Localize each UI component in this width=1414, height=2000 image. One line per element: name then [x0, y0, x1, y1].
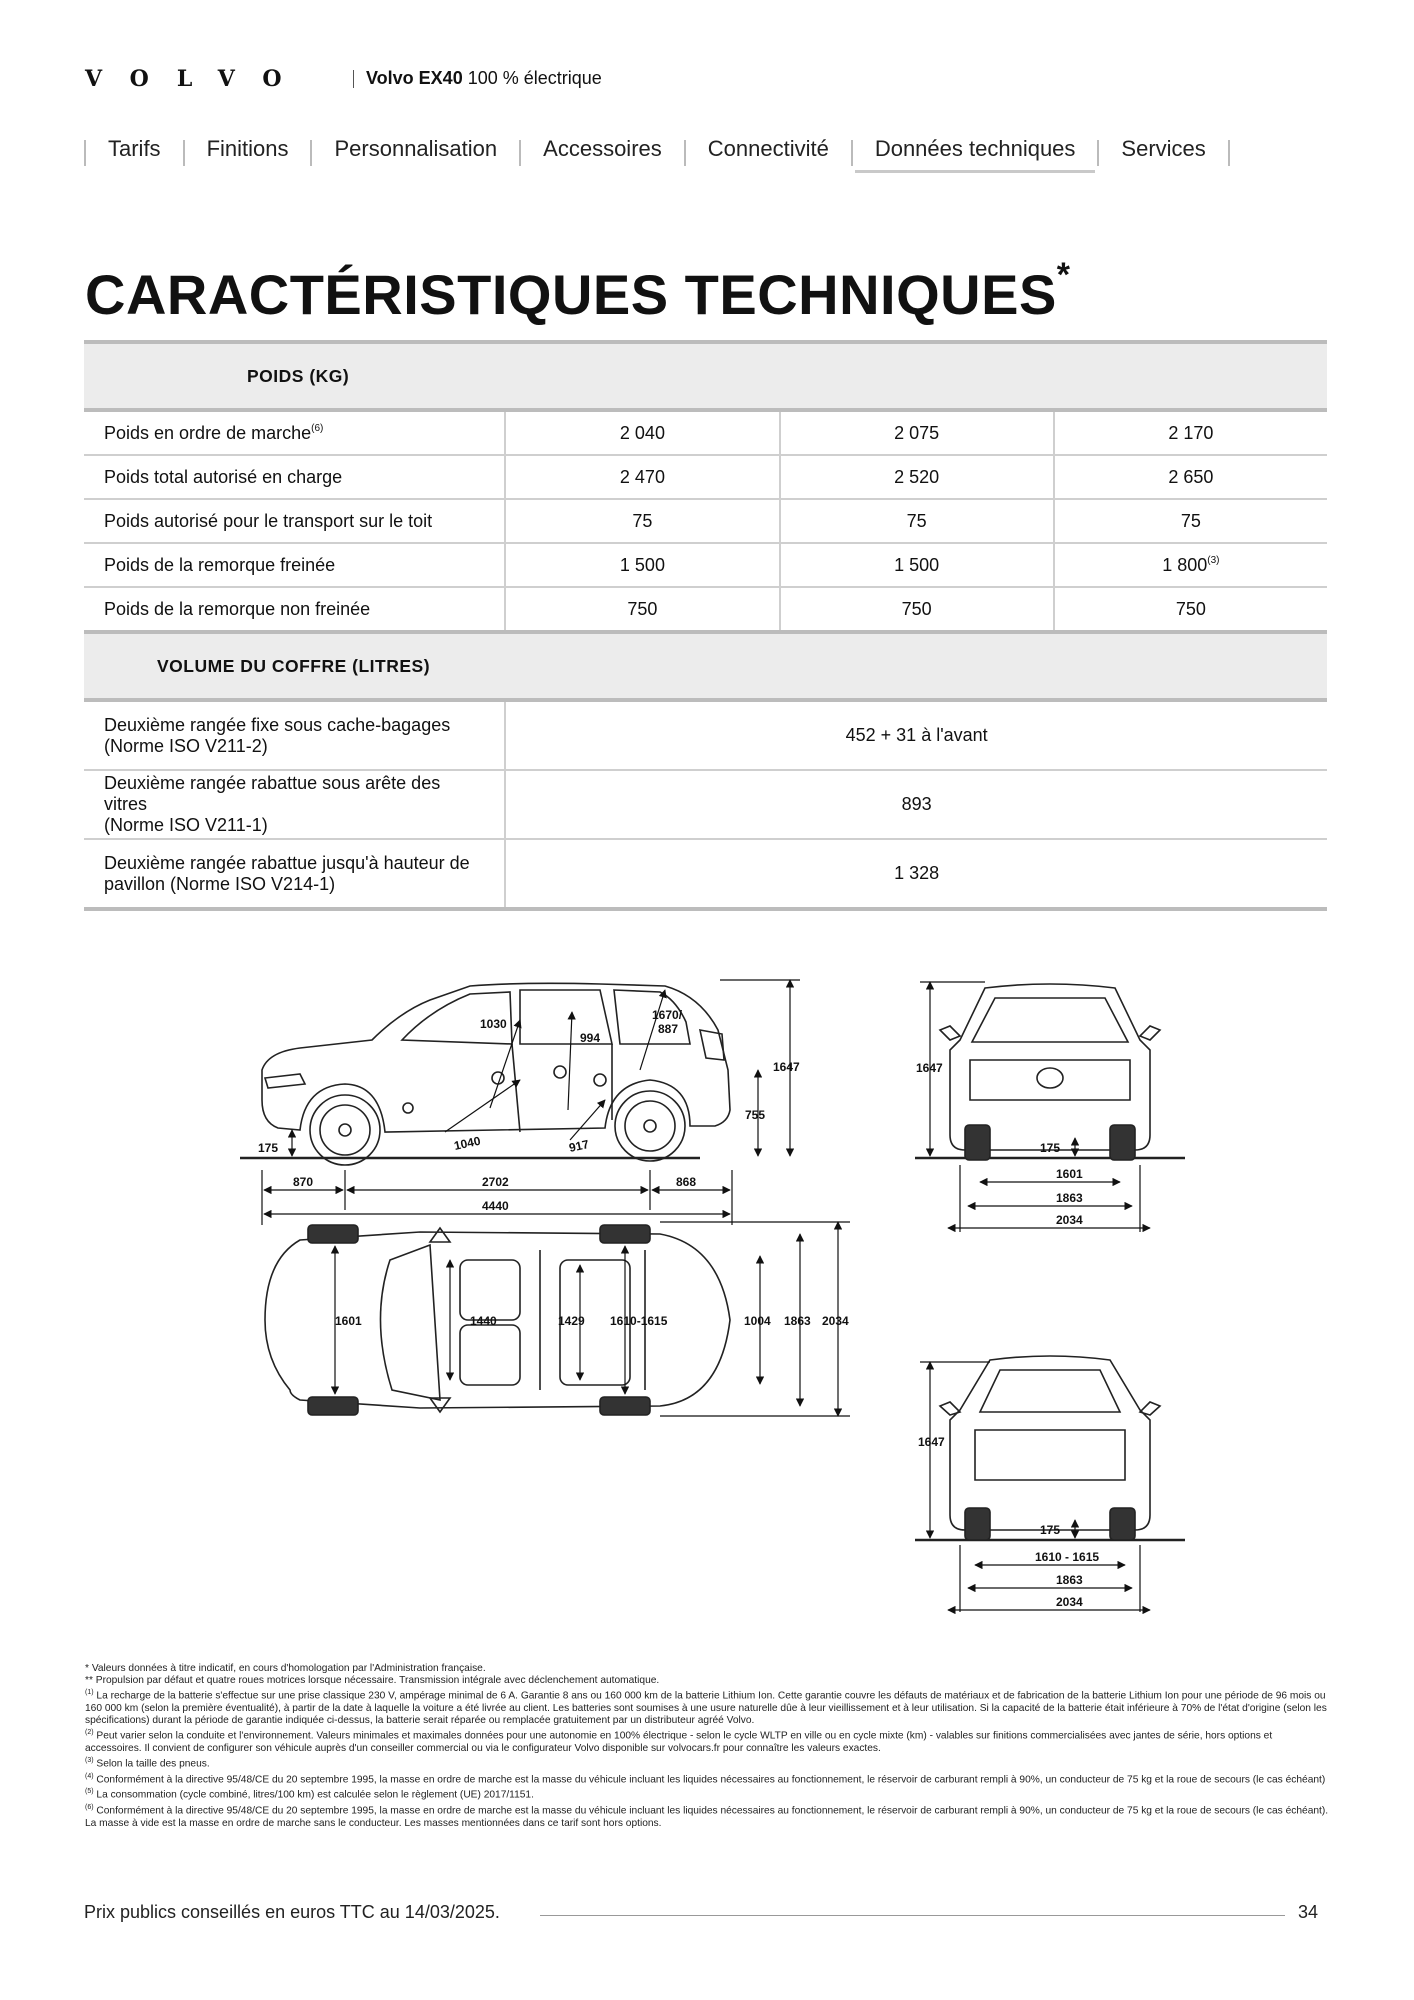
dim-label: 1429	[558, 1314, 585, 1328]
row-label: Deuxième rangée rabattue sous arête des vitres (Norme ISO V211-1)	[84, 770, 505, 839]
nav-divider	[1228, 140, 1230, 166]
dim-label: 1647	[773, 1060, 800, 1074]
row-label: Deuxième rangée rabattue jusqu'à hauteur de pavillon (Norme ISO V214-1)	[84, 839, 505, 909]
footnote: $^{(1)}$ La recharge de la batterie s'effectue sur une prise classique 230 V, ampérage minimal de 6 A. Garantie 8 ans ou 160 000 km de la batterie Lithium Ion. Cette garantie couvre les défauts de matériaux et de fabrication de la batterie Lithium Ion pour une période de 96 mois ou 160 000 km (selon la première éventualité), à partir de la date à laquelle la voiture a été livrée au client. Les batteries sont soumises à une usure naturelle dûe à leur vieillissement et à leur utilisation. Si la capacité de la batterie était inférieure à 70% de l'état d'origine (selon les spécifications) durant la période de garantie indiquée ci-dessus, la batterie serait réparée ou remplacée gratuitement par un distributeur agréé Volvo.	[85, 1689, 1327, 1727]
dim-label: 1601	[335, 1314, 362, 1328]
dim-label: 1863	[1056, 1573, 1083, 1587]
value-cell: 75	[505, 499, 779, 543]
value-cell: 1 500	[780, 543, 1054, 587]
footnote: ** Propulsion par défaut et quatre roues motrices lorsque nécessaire. Transmission intégrale avec déclenchement automatique.	[85, 1675, 660, 1687]
dim-label: 1610 - 1615	[1035, 1550, 1100, 1564]
value-cell: 750	[505, 587, 779, 632]
model-title	[366, 68, 602, 89]
dim-label: 2034	[1056, 1213, 1083, 1227]
dim-label: 175	[1040, 1523, 1061, 1537]
dim-label: 1601	[1056, 1167, 1083, 1181]
dim-label: 1647	[918, 1435, 945, 1449]
row-label: Poids autorisé pour le transport sur le toit	[84, 499, 505, 543]
header-divider	[353, 70, 354, 88]
dim-label: 1863	[1056, 1191, 1083, 1205]
dim-label: 755	[745, 1108, 766, 1122]
model-name: Volvo EX40	[366, 68, 463, 88]
dim-label: 4440	[482, 1199, 509, 1213]
value-cell: 75	[780, 499, 1054, 543]
dim-label: 1440	[470, 1314, 497, 1328]
footnote: $^{(3)}$ Selon la taille des pneus.	[85, 1757, 210, 1770]
table-row	[84, 839, 1327, 909]
table-row	[84, 410, 1327, 455]
value-cell: 2 650	[1054, 455, 1327, 499]
value-cell: 75	[1054, 499, 1327, 543]
tab-tarifs[interactable]: Tarifs	[108, 136, 161, 161]
footnote: $^{(6)}$ Conformément à la directive 95/48/CE du 20 septembre 1995, la masse en ordre de marche est la masse du véhicule incluant les liquides nécessaires au fonctionnement, le réservoir de carburant rempli à 90%, un conducteur de 75 kg et la roue de secours (le cas échéant). La masse à vide est la masse en ordre de marche sans le conducteur. Les masses mentionnées dans ce tarif sont hors options.	[85, 1803, 1329, 1829]
value-cell: 1 328	[505, 839, 1327, 909]
dim-label: 175	[1040, 1141, 1061, 1155]
footnote: $^{(5)}$ La consommation (cycle combiné, litres/100 km) est calculée selon le règlement (UE) 2017/1151.	[85, 1788, 534, 1801]
dim-label: 1670/	[652, 1008, 683, 1022]
dim-label: 1030	[480, 1017, 507, 1031]
footer-text: Prix publics conseillés en euros TTC au 14/03/2025.	[84, 1902, 500, 1922]
dim-label: 994	[580, 1031, 601, 1045]
table-row	[84, 543, 1327, 587]
dim-label: 1040	[452, 1133, 482, 1153]
dim-label: 2702	[482, 1175, 509, 1189]
dim-label: 1863	[784, 1314, 811, 1328]
footnote: * Valeurs données à titre indicatif, en cours d'homologation par l'Administration française.	[85, 1663, 486, 1674]
title-footnote-mark: *	[1056, 256, 1071, 294]
value-cell: 2 470	[505, 455, 779, 499]
row-label: Poids total autorisé en charge	[84, 455, 505, 499]
value-cell: 2 170	[1054, 410, 1327, 455]
dim-label: 2034	[1056, 1595, 1083, 1609]
section-row-trunk	[84, 632, 1327, 700]
row-label: Poids de la remorque non freinée	[84, 587, 505, 632]
footnote: $^{(4)}$ Conformément à la directive 95/48/CE du 20 septembre 1995, la masse en ordre de marche est la masse du véhicule incluant les liquides nécessaires au fonctionnement, le réservoir de carburant rempli à 90%, un conducteur de 75 kg et la roue de secours (le cas échéant)	[85, 1772, 1326, 1786]
tab-donnees-techniques[interactable]: Données techniques	[853, 133, 1098, 173]
table-row	[84, 770, 1327, 839]
tab-accessoires[interactable]: Accessoires	[543, 136, 662, 161]
section-heading-trunk: VOLUME DU COFFRE (LITRES)	[84, 632, 1327, 700]
footnotes	[85, 1663, 1330, 1830]
rear-view-drawing	[915, 1356, 1185, 1540]
value-cell: 1 500	[505, 543, 779, 587]
section-row-weights	[84, 342, 1327, 410]
table-row	[84, 587, 1327, 632]
footnote: $^{(2)}$ Peut varier selon la conduite et l'environnement. Valeurs minimales et maximales données pour une autonomie en 100% électrique - selon le cycle WLTP en ville ou en cycle mixte (km) - valables sur finitions commercialisées avec jantes de série, hors options et accessoires. Il convient de configurer son véhicule auprès d'un conseiller commercial ou via le configurateur Volvo disponible sur volvocars.fr pour connaître les valeurs exactes.	[85, 1729, 1273, 1754]
dim-label: 175	[258, 1141, 279, 1155]
dim-label: 887	[658, 1022, 679, 1036]
rear-view-dimensions	[920, 1362, 1150, 1612]
dim-label: 1647	[916, 1061, 943, 1075]
tab-connectivite[interactable]: Connectivité	[707, 136, 829, 161]
table-row	[84, 455, 1327, 499]
value-cell: 2 040	[505, 410, 779, 455]
dim-label: 917	[567, 1137, 591, 1155]
tab-personnalisation[interactable]: Personnalisation	[334, 136, 498, 161]
row-label: Deuxième rangée fixe sous cache-bagages (Norme ISO V211-2)	[84, 700, 505, 770]
side-view-dimensions	[262, 980, 800, 1225]
page-number: 34	[1298, 1902, 1319, 1922]
tab-services[interactable]: Services	[1121, 136, 1206, 161]
dim-label: 1004	[744, 1314, 771, 1328]
footer-rule	[540, 1915, 1285, 1916]
dim-label: 2034	[822, 1314, 849, 1328]
page-title	[85, 256, 1071, 327]
value-cell: 750	[1054, 587, 1327, 632]
section-nav	[84, 133, 1326, 173]
row-note: (6)	[311, 422, 324, 434]
value-cell: 750	[780, 587, 1054, 632]
spec-table	[84, 340, 1327, 911]
section-heading-weights: POIDS (KG)	[84, 342, 1327, 410]
page-title-text: CARACTÉRISTIQUES TECHNIQUES	[85, 263, 1057, 326]
value-cell: 2 075	[780, 410, 1054, 455]
value-note: (3)	[1207, 554, 1220, 566]
dim-label: 868	[676, 1175, 697, 1189]
value-cell: 893	[505, 770, 1327, 839]
value-cell: 2 520	[780, 455, 1054, 499]
value-cell: 452 + 31 à l'avant	[505, 700, 1327, 770]
model-suffix: 100 % électrique	[467, 68, 602, 88]
dim-label: 1610-1615	[610, 1314, 668, 1328]
dim-label: 870	[293, 1175, 314, 1189]
table-row	[84, 700, 1327, 770]
row-label: Poids en ordre de marche$^{(6)}$	[84, 410, 505, 455]
front-view-drawing	[915, 984, 1185, 1160]
brand-logo: VOLVO	[85, 66, 310, 92]
tab-finitions[interactable]: Finitions	[206, 136, 289, 161]
value-cell: 1 800$^{(3)}$	[1054, 543, 1327, 587]
table-row	[84, 499, 1327, 543]
row-label: Poids de la remorque freinée	[84, 543, 505, 587]
dimension-drawings	[0, 960, 1414, 1620]
